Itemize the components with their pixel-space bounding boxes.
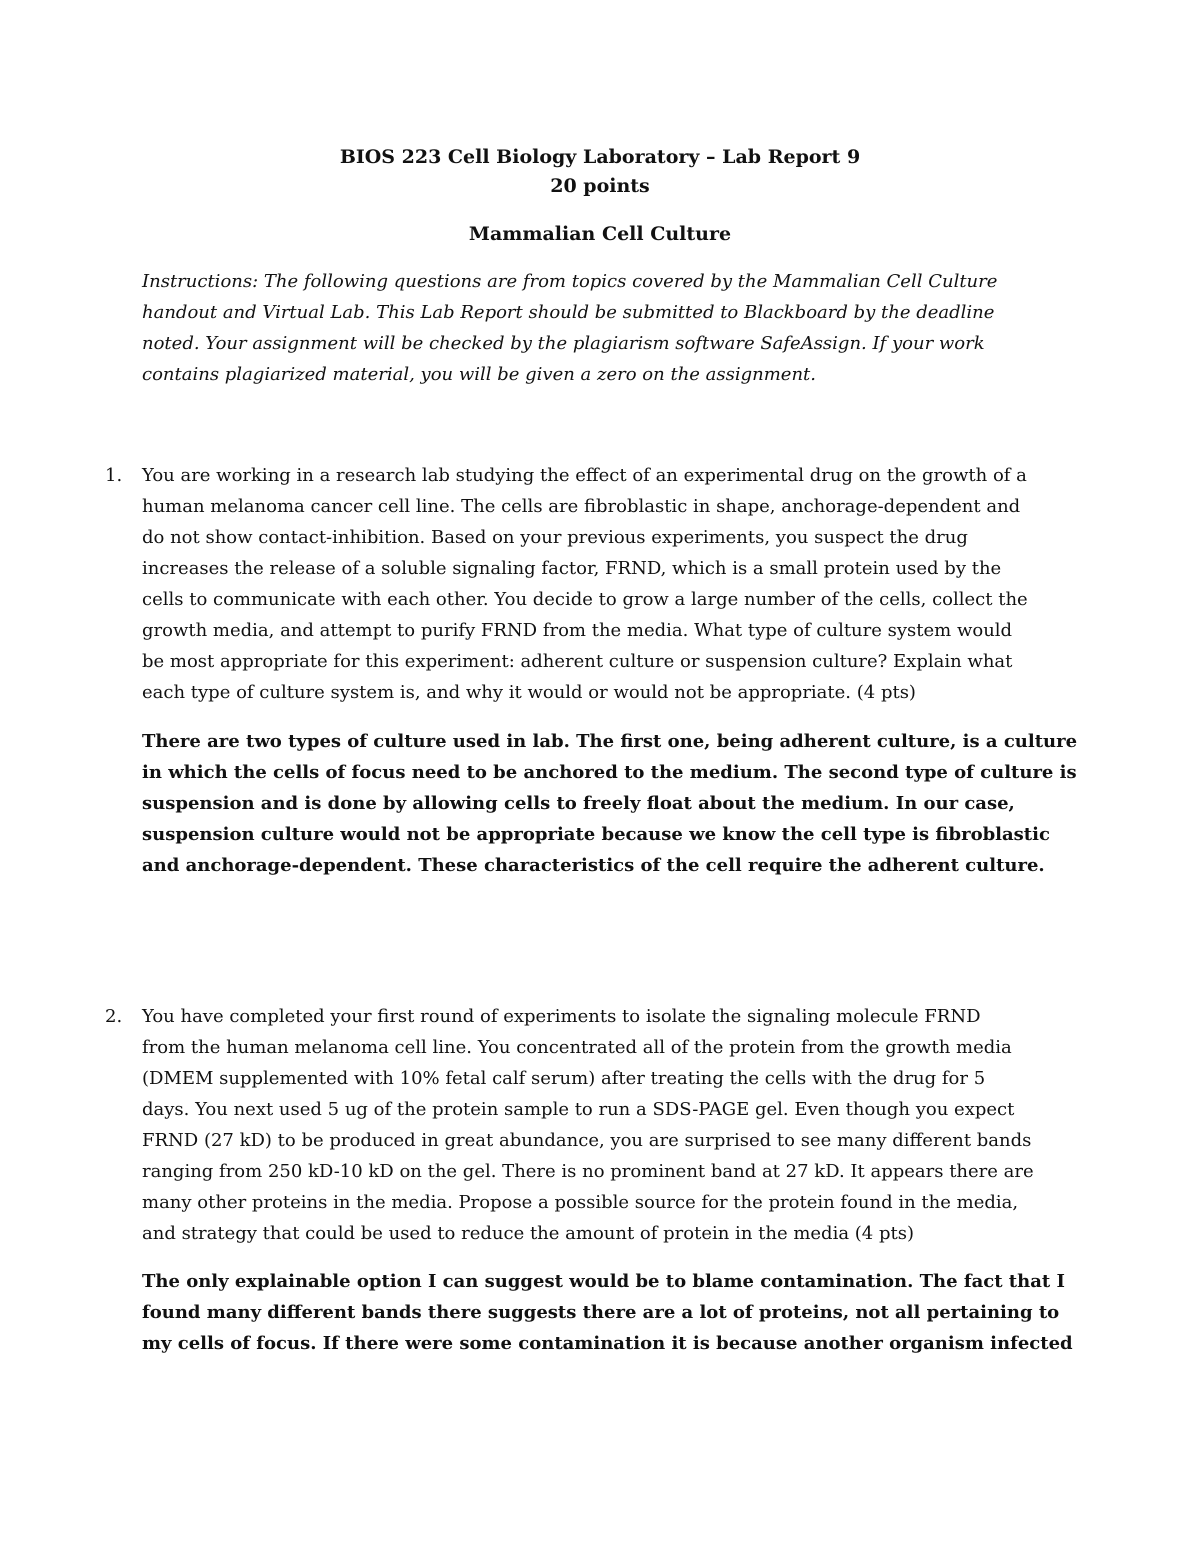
- answer-line: and anchorage-dependent. These characteristics of the cell require the adherent culture.: [142, 855, 1045, 876]
- question-line: increases the release of a soluble signaling factor, FRND, which is a small protein used by the: [142, 558, 1002, 579]
- instructions-line: noted. Your assignment will be checked by the plagiarism software SafeAssign. If your work: [142, 333, 985, 354]
- answer-line: The only explainable option I can suggest would be to blame contamination. The fact that I: [142, 1271, 1065, 1292]
- instructions-line: handout and Virtual Lab. This Lab Report should be submitted to Blackboard by the deadline: [142, 302, 995, 323]
- section-title: Mammalian Cell Culture: [468, 223, 732, 245]
- question-line: many other proteins in the media. Propose a possible source for the protein found in the media,: [142, 1192, 1019, 1213]
- question-1-answer: [142, 726, 1078, 881]
- question-line: You are working in a research lab studying the effect of an experimental drug on the growth of a: [142, 465, 1027, 486]
- points-label: 20 points: [550, 175, 650, 197]
- question-line: and strategy that could be used to reduce the amount of protein in the media (4 pts): [142, 1223, 914, 1244]
- question-line: cells to communicate with each other. You decide to grow a large number of the cells, collect the: [142, 589, 1028, 610]
- question-line: FRND (27 kD) to be produced in great abundance, you are surprised to see many different bands: [142, 1130, 1032, 1151]
- answer-line: my cells of focus. If there were some contamination it is because another organism infected: [142, 1333, 1073, 1354]
- question-2-text: [142, 1001, 1072, 1249]
- question-line: from the human melanoma cell line. You concentrated all of the protein from the growth media: [142, 1037, 1012, 1058]
- question-line: (DMEM supplemented with 10% fetal calf serum) after treating the cells with the drug for 5: [142, 1068, 986, 1089]
- answer-line: suspension and is done by allowing cells to freely float about the medium. In our case,: [142, 793, 1015, 814]
- document-title: BIOS 223 Cell Biology Laboratory – Lab Report 9: [339, 146, 861, 168]
- question-line: growth media, and attempt to purify FRND from the media. What type of culture system would: [142, 620, 1013, 641]
- question-2-number: 2.: [105, 1006, 123, 1027]
- answer-line: in which the cells of focus need to be anchored to the medium. The second type of culture is: [142, 762, 1077, 783]
- question-1-number: 1.: [105, 465, 123, 486]
- answer-line: found many different bands there suggests there are a lot of proteins, not all pertaining to: [142, 1302, 1060, 1323]
- instructions-paragraph: [142, 266, 1062, 390]
- question-line: each type of culture system is, and why it would or would not be appropriate. (4 pts): [142, 682, 916, 703]
- question-line: human melanoma cancer cell line. The cells are fibroblastic in shape, anchorage-dependent and: [142, 496, 1021, 517]
- question-2-answer: [142, 1266, 1072, 1359]
- question-1-text: [142, 460, 1072, 708]
- question-line: You have completed your first round of experiments to isolate the signaling molecule FRND: [142, 1006, 981, 1027]
- question-line: ranging from 250 kD-10 kD on the gel. There is no prominent band at 27 kD. It appears there are: [142, 1161, 1034, 1182]
- answer-line: suspension culture would not be appropriate because we know the cell type is fibroblastic: [142, 824, 1050, 845]
- question-line: days. You next used 5 ug of the protein sample to run a SDS-PAGE gel. Even though you expect: [142, 1099, 1015, 1120]
- instructions-line: Instructions: The following questions are from topics covered by the Mammalian Cell Culture: [142, 271, 998, 292]
- question-line: be most appropriate for this experiment: adherent culture or suspension culture? Explain what: [142, 651, 1013, 672]
- question-line: do not show contact-inhibition. Based on your previous experiments, you suspect the drug: [142, 527, 968, 548]
- answer-line: There are two types of culture used in lab. The first one, being adherent culture, is a culture: [142, 731, 1078, 752]
- instructions-line: contains plagiarized material, you will be given a zero on the assignment.: [142, 364, 817, 385]
